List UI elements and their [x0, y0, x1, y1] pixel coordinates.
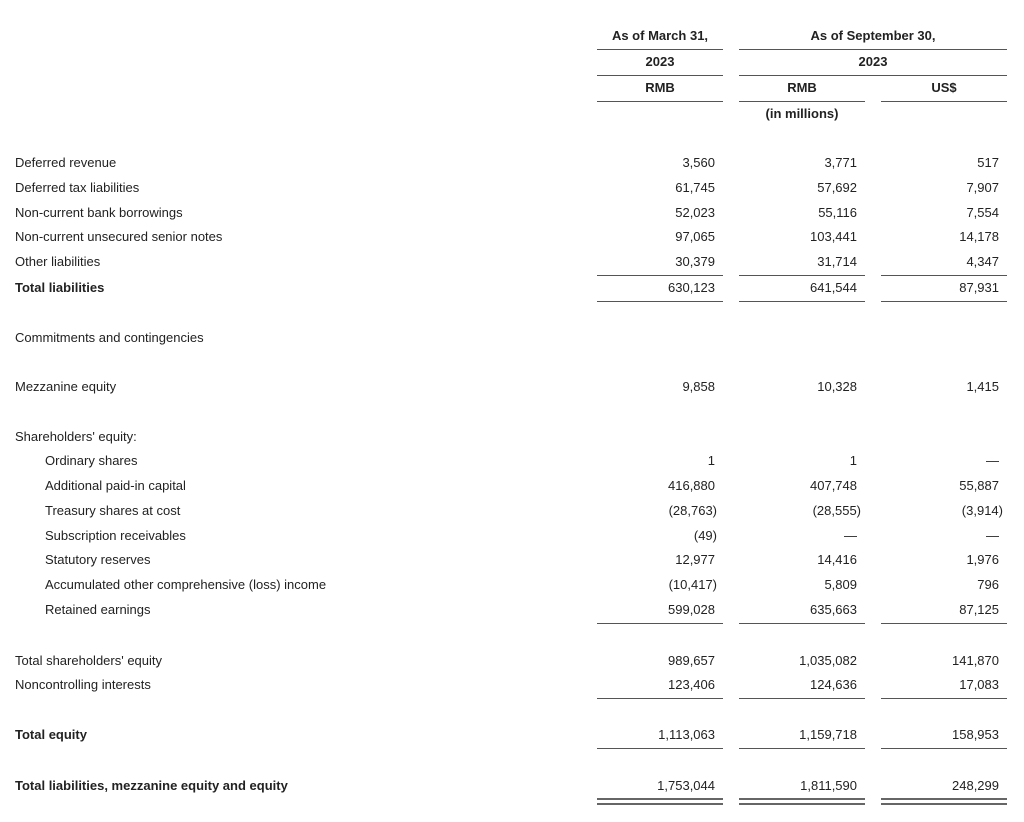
header-rule [739, 75, 1007, 76]
row-label-other-liabilities: Other liabilities [15, 254, 101, 269]
header-rule [739, 101, 865, 102]
cell-subscription-sep-usd: — [986, 528, 999, 543]
cell-other-liabilities-mar: 30,379 [675, 254, 715, 269]
subtotal-rule [881, 623, 1007, 624]
cell-deferred-revenue-sep-usd: 517 [977, 155, 999, 170]
cell-senior-notes-sep-rmb: 103,441 [810, 229, 857, 244]
cell-total-sh-equity-sep-rmb: 1,035,082 [799, 653, 857, 668]
cell-total-liabilities-sep-usd: 87,931 [959, 280, 999, 295]
cell-other-liabilities-sep-rmb: 31,714 [817, 254, 857, 269]
cell-deferred-tax-sep-rmb: 57,692 [817, 180, 857, 195]
subtotal-rule [739, 698, 865, 699]
cell-ordinary-shares-sep-usd: — [986, 453, 999, 468]
col1-currency-header: RMB [645, 80, 675, 95]
row-label-grand-total: Total liabilities, mezzanine equity and equity [15, 778, 288, 793]
header-rule [597, 75, 723, 76]
cell-apic-sep-rmb: 407,748 [810, 478, 857, 493]
subtotal-rule [881, 275, 1007, 276]
cell-bank-borrowings-mar: 52,023 [675, 205, 715, 220]
subtotal-rule [597, 623, 723, 624]
cell-treasury-sep-rmb: (28,555) [812, 503, 861, 518]
row-label-retained-earnings: Retained earnings [45, 602, 151, 617]
cell-deferred-revenue-mar: 3,560 [682, 155, 715, 170]
row-label-senior-notes: Non-current unsecured senior notes [15, 229, 223, 244]
col2-currency-header: RMB [787, 80, 817, 95]
row-label-subscription: Subscription receivables [45, 528, 186, 543]
section-heading-shareholders-equity: Shareholders' equity: [15, 429, 137, 444]
cell-grand-total-sep-usd: 248,299 [952, 778, 999, 793]
row-label-deferred-revenue: Deferred revenue [15, 155, 117, 170]
row-label-apic: Additional paid-in capital [45, 478, 186, 493]
cell-subscription-mar: (49) [693, 528, 717, 543]
grand-total-double-rule [881, 798, 1007, 805]
header-rule [597, 101, 723, 102]
cell-mezzanine-sep-usd: 1,415 [966, 379, 999, 394]
row-label-treasury-shares: Treasury shares at cost [45, 503, 181, 518]
cell-noncontrolling-sep-rmb: 124,636 [810, 677, 857, 692]
total-rule [739, 301, 865, 302]
cell-ordinary-shares-sep-rmb: 1 [849, 453, 857, 468]
cell-aoci-mar: (10,417) [668, 577, 717, 592]
header-rule [881, 101, 1007, 102]
cell-mezzanine-mar: 9,858 [682, 379, 715, 394]
unit-note: (in millions) [765, 106, 839, 121]
col3-currency-header: US$ [931, 80, 957, 95]
row-label-total-liabilities: Total liabilities [15, 280, 105, 295]
col1-year-header: 2023 [645, 54, 675, 69]
cell-total-liabilities-sep-rmb: 641,544 [810, 280, 857, 295]
total-rule [881, 748, 1007, 749]
cell-total-equity-sep-rmb: 1,159,718 [799, 727, 857, 742]
row-label-ordinary-shares: Ordinary shares [45, 453, 138, 468]
cell-grand-total-sep-rmb: 1,811,590 [800, 778, 857, 793]
row-label-statutory-reserves: Statutory reserves [45, 552, 151, 567]
cell-total-liabilities-mar: 630,123 [668, 280, 715, 295]
cell-retained-sep-rmb: 635,663 [810, 602, 857, 617]
row-label-total-shareholders-equity: Total shareholders' equity [15, 653, 163, 668]
cell-deferred-tax-sep-usd: 7,907 [966, 180, 999, 195]
row-label-deferred-tax: Deferred tax liabilities [15, 180, 140, 195]
cell-bank-borrowings-sep-rmb: 55,116 [818, 205, 857, 220]
subtotal-rule [739, 623, 865, 624]
cell-aoci-sep-usd: 796 [977, 577, 999, 592]
cell-aoci-sep-rmb: 5,809 [824, 577, 857, 592]
row-label-noncontrolling: Noncontrolling interests [15, 677, 151, 692]
cell-subscription-sep-rmb: — [844, 528, 857, 543]
col23-period-header: As of September 30, [810, 28, 936, 43]
cell-ordinary-shares-mar: 1 [707, 453, 715, 468]
cell-treasury-sep-usd: (3,914) [961, 503, 1003, 518]
subtotal-rule [881, 698, 1007, 699]
cell-other-liabilities-sep-usd: 4,347 [966, 254, 999, 269]
cell-statutory-sep-usd: 1,976 [966, 552, 999, 567]
col23-year-header: 2023 [858, 54, 888, 69]
total-rule [881, 301, 1007, 302]
cell-deferred-tax-mar: 61,745 [675, 180, 715, 195]
row-label-bank-borrowings: Non-current bank borrowings [15, 205, 183, 220]
cell-retained-sep-usd: 87,125 [959, 602, 999, 617]
cell-senior-notes-sep-usd: 14,178 [959, 229, 999, 244]
cell-mezzanine-sep-rmb: 10,328 [817, 379, 857, 394]
row-label-commitments: Commitments and contingencies [15, 330, 204, 345]
cell-deferred-revenue-sep-rmb: 3,771 [824, 155, 857, 170]
row-label-mezzanine: Mezzanine equity [15, 379, 117, 394]
subtotal-rule [597, 275, 723, 276]
row-label-total-equity: Total equity [15, 727, 87, 742]
cell-treasury-mar: (28,763) [668, 503, 717, 518]
row-label-aoci: Accumulated other comprehensive (loss) income [45, 577, 327, 592]
col1-period-header: As of March 31, [611, 28, 709, 43]
cell-retained-mar: 599,028 [668, 602, 715, 617]
subtotal-rule [597, 698, 723, 699]
cell-total-sh-equity-sep-usd: 141,870 [952, 653, 999, 668]
cell-senior-notes-mar: 97,065 [675, 229, 715, 244]
header-rule [739, 49, 1007, 50]
cell-noncontrolling-sep-usd: 17,083 [959, 677, 999, 692]
total-rule [739, 748, 865, 749]
cell-apic-sep-usd: 55,887 [959, 478, 999, 493]
cell-total-equity-mar: 1,113,063 [658, 727, 715, 742]
cell-bank-borrowings-sep-usd: 7,554 [966, 205, 999, 220]
subtotal-rule [739, 275, 865, 276]
grand-total-double-rule [597, 798, 723, 805]
total-rule [597, 301, 723, 302]
cell-statutory-mar: 12,977 [675, 552, 715, 567]
cell-total-sh-equity-mar: 989,657 [668, 653, 715, 668]
grand-total-double-rule [739, 798, 865, 805]
cell-apic-mar: 416,880 [668, 478, 715, 493]
total-rule [597, 748, 723, 749]
header-rule [597, 49, 723, 50]
cell-grand-total-mar: 1,753,044 [657, 778, 715, 793]
cell-statutory-sep-rmb: 14,416 [817, 552, 857, 567]
cell-noncontrolling-mar: 123,406 [668, 677, 715, 692]
cell-total-equity-sep-usd: 158,953 [952, 727, 999, 742]
